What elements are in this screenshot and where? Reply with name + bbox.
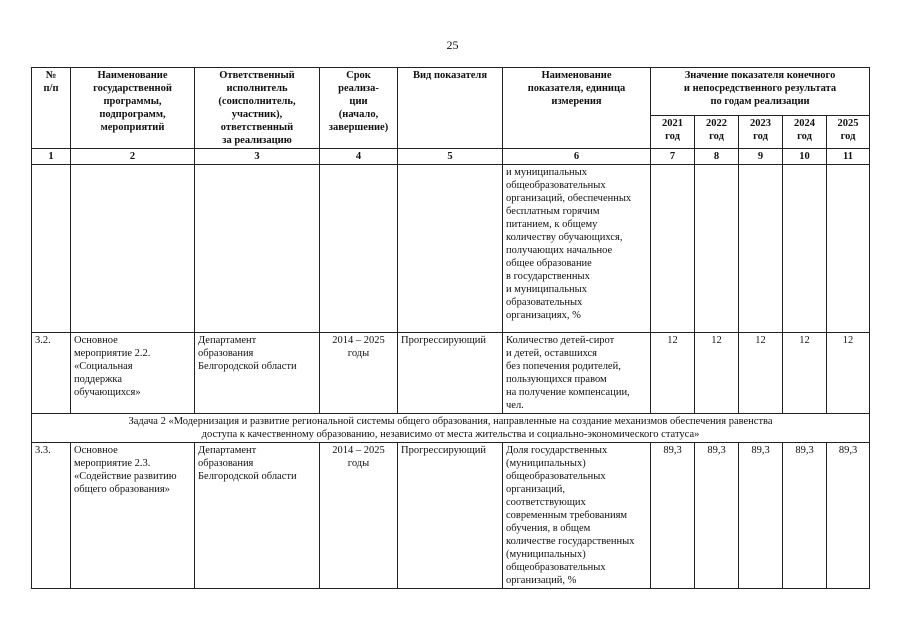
row-value-2021 xyxy=(651,165,695,333)
header-executor: Ответственный исполнитель (соисполнитель, участник), ответственный за реализацию xyxy=(195,68,320,149)
row-no: 3.3. xyxy=(32,443,71,589)
column-number: 11 xyxy=(827,149,870,165)
header-year-2021: 2021 год xyxy=(651,115,695,148)
row-type: Прогрессирующий xyxy=(398,333,503,414)
row-value-2023 xyxy=(739,165,783,333)
header-year-2025: 2025 год xyxy=(827,115,870,148)
row-no: 3.2. xyxy=(32,333,71,414)
row-type: Прогрессирующий xyxy=(398,443,503,589)
row-period: 2014 – 2025 годы xyxy=(320,443,398,589)
header-indicator-name: Наименование показателя, единица измерения xyxy=(503,68,651,149)
row-value-2024: 89,3 xyxy=(783,443,827,589)
header-indicator-type: Вид показателя xyxy=(398,68,503,149)
column-number: 7 xyxy=(651,149,695,165)
column-number: 6 xyxy=(503,149,651,165)
row-value-2022: 89,3 xyxy=(695,443,739,589)
page-number: 25 xyxy=(446,38,459,52)
row-value-2022 xyxy=(695,165,739,333)
table-row xyxy=(32,443,870,589)
row-value-2023: 12 xyxy=(739,333,783,414)
row-type xyxy=(398,165,503,333)
task-row xyxy=(32,414,870,443)
row-indicator: Доля государственных (муниципальных) общеобразовательных организаций, соответствующих современным требованиям обучения, в общем количестве государственных (муниципальных) общеобразовательных организаций, % xyxy=(503,443,651,589)
row-indicator: Количество детей-сирот и детей, оставшихся без попечения родителей, пользующихся правом на получение компенсации, чел. xyxy=(503,333,651,414)
row-no xyxy=(32,165,71,333)
row-indicator: и муниципальных общеобразовательных организаций, обеспеченных бесплатным горячим питанием, к общему количеству обучающихся, получающих начальное общее образование в государственных и муниципальных образовательных организациях, % xyxy=(503,165,651,333)
row-executor: Департамент образования Белгородской области xyxy=(195,443,320,589)
header-no: № п/п xyxy=(32,68,71,149)
row-value-2025 xyxy=(827,165,870,333)
column-number: 9 xyxy=(739,149,783,165)
header-period: Срок реализа- ции (начало, завершение) xyxy=(320,68,398,149)
table-row xyxy=(32,333,870,414)
column-number: 3 xyxy=(195,149,320,165)
header-year-2022: 2022 год xyxy=(695,115,739,148)
row-name: Основное мероприятие 2.3. «Содействие развитию общего образования» xyxy=(71,443,195,589)
column-number: 5 xyxy=(398,149,503,165)
row-value-2025: 12 xyxy=(827,333,870,414)
row-value-2024 xyxy=(783,165,827,333)
row-value-2023: 89,3 xyxy=(739,443,783,589)
row-value-2021: 12 xyxy=(651,333,695,414)
row-executor xyxy=(195,165,320,333)
row-value-2025: 89,3 xyxy=(827,443,870,589)
row-value-2024: 12 xyxy=(783,333,827,414)
table-row xyxy=(32,165,870,333)
row-name: Основное мероприятие 2.2. «Социальная поддержка обучающихся» xyxy=(71,333,195,414)
header-name: Наименование государственной программы, подпрограмм, мероприятий xyxy=(71,68,195,149)
column-number: 2 xyxy=(71,149,195,165)
row-executor: Департамент образования Белгородской области xyxy=(195,333,320,414)
row-period: 2014 – 2025 годы xyxy=(320,333,398,414)
header-year-2024: 2024 год xyxy=(783,115,827,148)
column-number: 1 xyxy=(32,149,71,165)
column-number: 4 xyxy=(320,149,398,165)
row-value-2022: 12 xyxy=(695,333,739,414)
row-name xyxy=(71,165,195,333)
column-number: 10 xyxy=(783,149,827,165)
column-number-row xyxy=(32,149,870,165)
column-number: 8 xyxy=(695,149,739,165)
header-year-2023: 2023 год xyxy=(739,115,783,148)
indicators-table xyxy=(31,67,870,589)
row-period xyxy=(320,165,398,333)
row-value-2021: 89,3 xyxy=(651,443,695,589)
header-values-group: Значение показателя конечного и непосредственного результата по годам реализации xyxy=(651,68,870,116)
header-row xyxy=(32,68,870,116)
task-text: Задача 2 «Модернизация и развитие региональной системы общего образования, направленные на создание механизмов обеспечения равенства доступа к качественному образованию, независимо от места жительства и социально-экономического статуса» xyxy=(32,414,870,443)
